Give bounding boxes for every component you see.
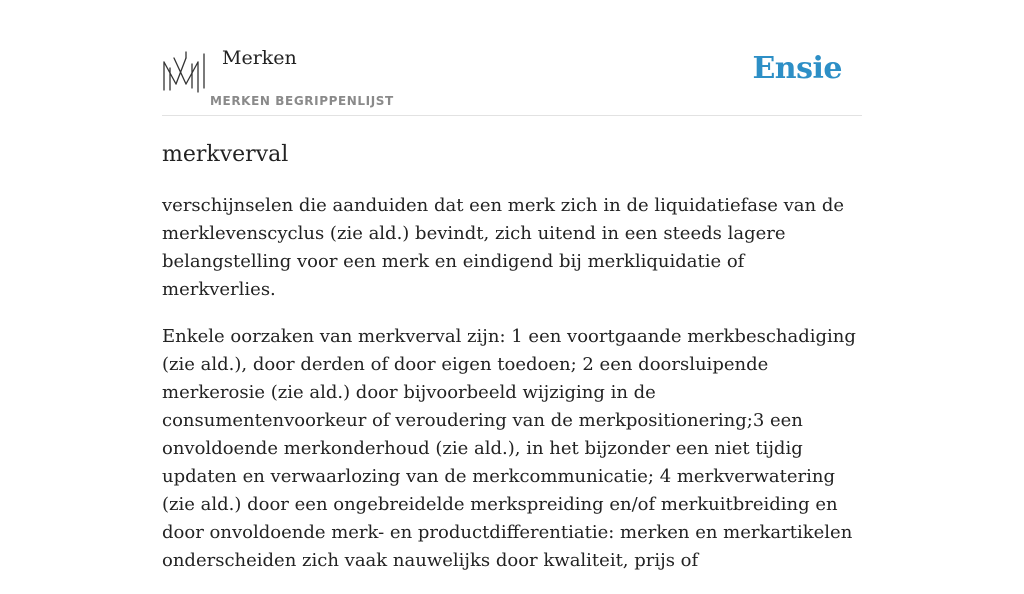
site-name[interactable]: Merken bbox=[222, 47, 297, 69]
site-subtitle[interactable]: MERKEN BEGRIPPENLIJST bbox=[210, 94, 394, 108]
brand-logo[interactable]: Ensie bbox=[752, 51, 842, 86]
site-header bbox=[162, 0, 862, 116]
page bbox=[162, 0, 862, 571]
definition-paragraph: verschijnselen die aanduiden dat een merk zich in de liquidatiefase van de merklevenscyclus (zie ald.) bevindt, zich uitend in een steeds lagere belangstelling voor een merk en eindigend bij merkliquidatie of merkverlies. bbox=[162, 195, 845, 300]
article-body bbox=[162, 192, 862, 594]
m-monogram-icon[interactable] bbox=[162, 48, 208, 94]
page-title: merkverval bbox=[162, 142, 289, 167]
details-paragraph: Enkele oorzaken van merkverval zijn: 1 een voortgaande merkbeschadiging (zie ald.), door derden of door eigen toedoen; 2 een doorsluipende merkerosie (zie ald.) door bijvoorbeeld wijziging in de consumentenvoorkeur of veroudering van de merkpositionering;3 een onvoldoende merkonderhoud (zie ald.), in het bijzonder een niet tijdig updaten en verwaarlozing van de merkcommunicatie; 4 merkverwatering (zie ald.) door een ongebreidelde merkspreiding en/of merkuitbreiding en door onvoldoende merk- en productdifferentiatie: merken en merkartikelen onderscheiden zich vaak nauwelijks door kwaliteit, prijs of bbox=[162, 326, 856, 571]
